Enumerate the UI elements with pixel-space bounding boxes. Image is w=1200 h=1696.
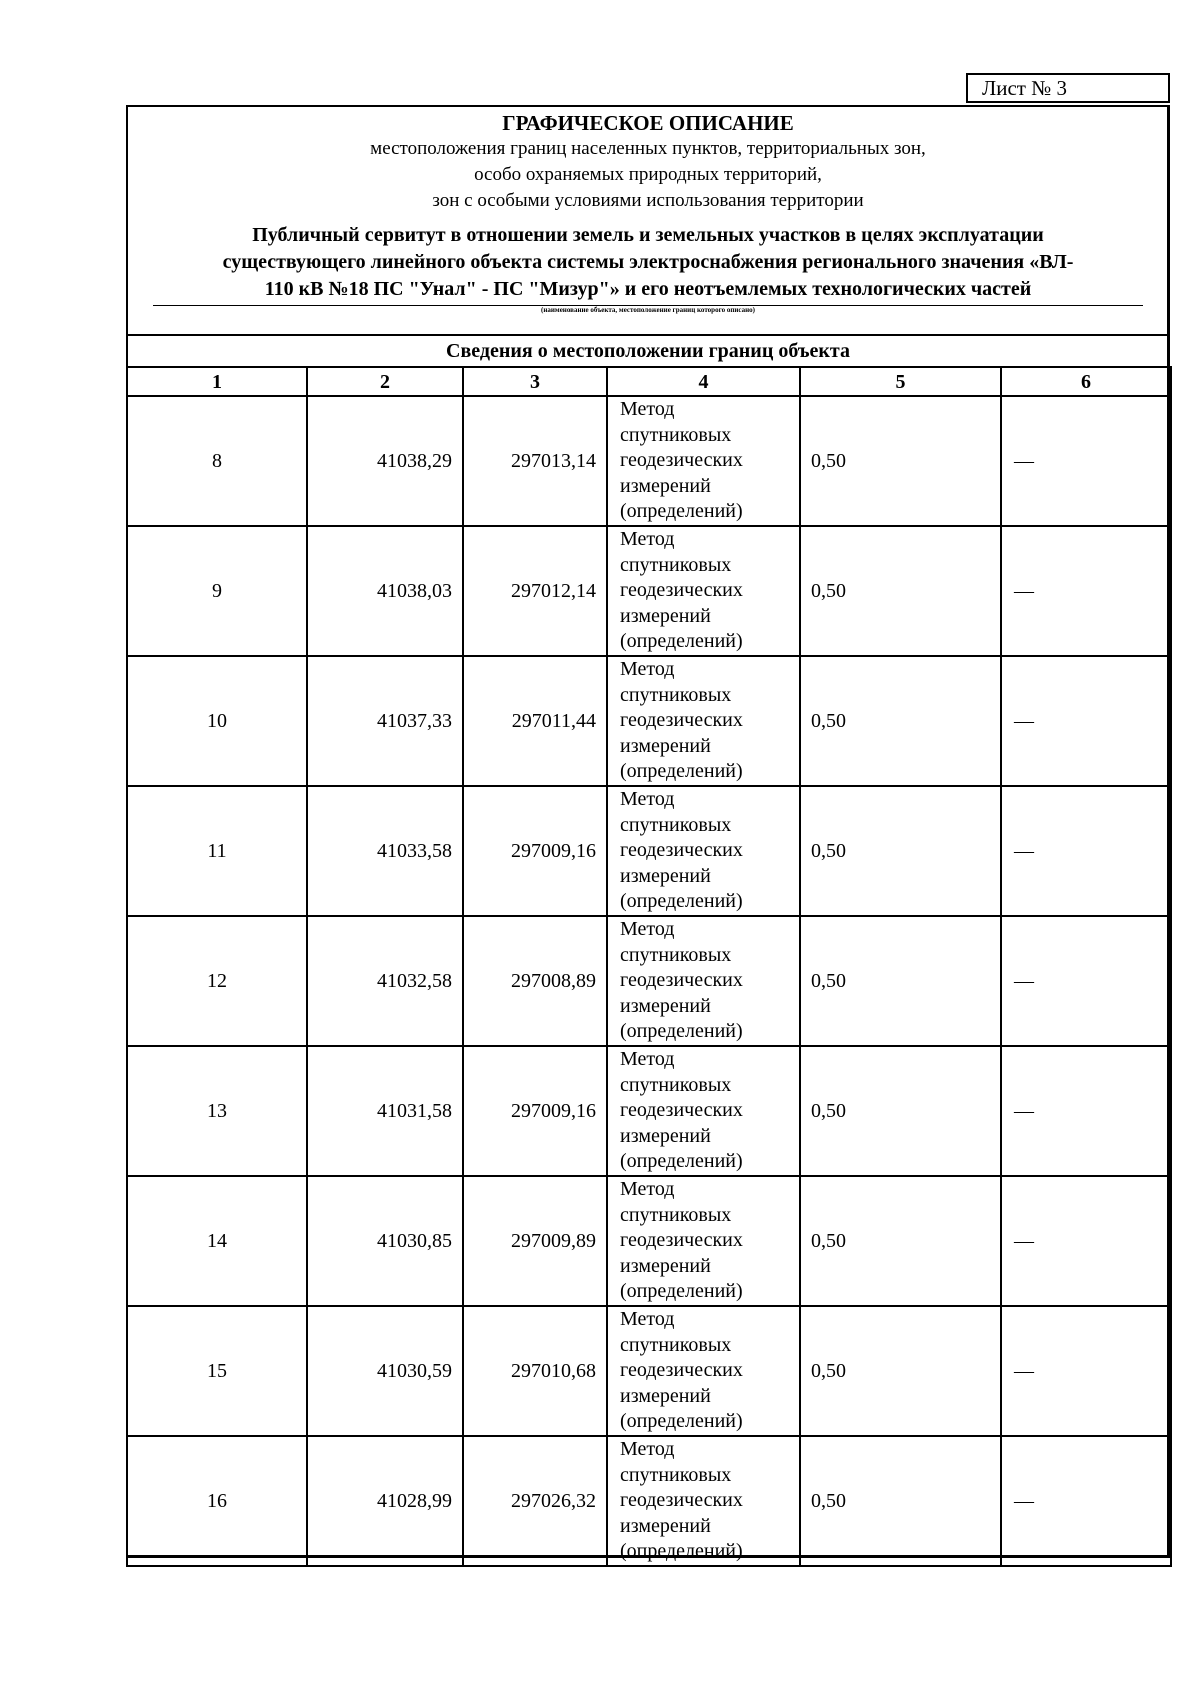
coord-y-cell: 297008,89 xyxy=(463,916,607,1046)
coord-y-cell: 297009,16 xyxy=(463,1046,607,1176)
method-line: спутниковых xyxy=(620,943,732,966)
method-line: (определений) xyxy=(620,500,743,523)
method-line: Метод xyxy=(620,1178,675,1201)
method-line: спутниковых xyxy=(620,423,732,446)
method-line: измерений xyxy=(620,864,711,887)
description-cell: — xyxy=(1001,786,1171,916)
column-header: 5 xyxy=(800,367,1001,396)
coord-x-cell: 41038,03 xyxy=(307,526,463,656)
method-line: Метод xyxy=(620,788,675,811)
coord-x-cell: 41033,58 xyxy=(307,786,463,916)
accuracy-cell: 0,50 xyxy=(800,1046,1001,1176)
point-number-cell: 12 xyxy=(127,916,307,1046)
method-line: спутниковых xyxy=(620,1333,732,1356)
coord-y-cell: 297009,89 xyxy=(463,1176,607,1306)
subtitle-line-1: местоположения границ населенных пунктов, территориальных зон, xyxy=(370,138,926,159)
method-line: измерений xyxy=(620,994,711,1017)
method-line: (определений) xyxy=(620,1150,743,1173)
coord-x-cell: 41031,58 xyxy=(307,1046,463,1176)
table-row xyxy=(127,526,1171,656)
description-cell: — xyxy=(1001,656,1171,786)
method-line: измерений xyxy=(620,474,711,497)
description-cell: — xyxy=(1001,1306,1171,1436)
accuracy-cell: 0,50 xyxy=(800,1436,1001,1566)
point-number-cell: 13 xyxy=(127,1046,307,1176)
method-cell xyxy=(607,526,800,656)
method-line: спутниковых xyxy=(620,1463,732,1486)
object-name xyxy=(128,222,1168,303)
method-line: Метод xyxy=(620,658,675,681)
coord-x-cell: 41032,58 xyxy=(307,916,463,1046)
point-number-cell: 14 xyxy=(127,1176,307,1306)
method-line: Метод xyxy=(620,918,675,941)
method-cell xyxy=(607,1176,800,1306)
section-title: Сведения о местоположении границ объекта xyxy=(446,340,850,362)
method-cell xyxy=(607,786,800,916)
table-row xyxy=(127,1436,1171,1566)
column-header: 2 xyxy=(307,367,463,396)
coord-x-cell: 41030,85 xyxy=(307,1176,463,1306)
table-row xyxy=(127,1046,1171,1176)
method-line: геодезических xyxy=(620,1099,743,1122)
method-line: (определений) xyxy=(620,1410,743,1433)
object-name-caption: (наименование объекта, местоположение границ которого описано) xyxy=(541,306,755,314)
accuracy-cell: 0,50 xyxy=(800,916,1001,1046)
accuracy-cell: 0,50 xyxy=(800,1306,1001,1436)
method-line: спутниковых xyxy=(620,813,732,836)
coord-x-cell: 41037,33 xyxy=(307,656,463,786)
method-line: геодезических xyxy=(620,1489,743,1512)
table-row xyxy=(127,1176,1171,1306)
method-line: геодезических xyxy=(620,449,743,472)
method-line: измерений xyxy=(620,1254,711,1277)
coord-x-cell: 41030,59 xyxy=(307,1306,463,1436)
column-header: 3 xyxy=(463,367,607,396)
method-cell xyxy=(607,1306,800,1436)
point-number-cell: 16 xyxy=(127,1436,307,1566)
description-cell: — xyxy=(1001,1176,1171,1306)
coord-y-cell: 297010,68 xyxy=(463,1306,607,1436)
table-row xyxy=(127,786,1171,916)
method-line: измерений xyxy=(620,604,711,627)
description-cell: — xyxy=(1001,1436,1171,1566)
method-line: Метод xyxy=(620,398,675,421)
coord-y-cell: 297026,32 xyxy=(463,1436,607,1566)
table-header-row xyxy=(127,367,1171,396)
method-line: Метод xyxy=(620,1048,675,1071)
accuracy-cell: 0,50 xyxy=(800,656,1001,786)
method-cell xyxy=(607,1046,800,1176)
column-header: 6 xyxy=(1001,367,1171,396)
method-cell xyxy=(607,1436,800,1566)
subtitle-line-2: особо охраняемых природных территорий, xyxy=(474,164,822,185)
accuracy-cell: 0,50 xyxy=(800,786,1001,916)
method-line: измерений xyxy=(620,1124,711,1147)
point-number-cell: 8 xyxy=(127,396,307,526)
method-line: (определений) xyxy=(620,760,743,783)
coord-y-cell: 297013,14 xyxy=(463,396,607,526)
document-header xyxy=(128,107,1168,335)
method-line: (определений) xyxy=(620,630,743,653)
description-cell: — xyxy=(1001,396,1171,526)
coord-x-cell: 41028,99 xyxy=(307,1436,463,1566)
method-line: спутниковых xyxy=(620,1073,732,1096)
column-header: 4 xyxy=(607,367,800,396)
method-line: геодезических xyxy=(620,709,743,732)
method-line: геодезических xyxy=(620,1359,743,1382)
subtitle-line-3: зон с особыми условиями использования территории xyxy=(432,190,864,211)
document-title: ГРАФИЧЕСКОЕ ОПИСАНИЕ xyxy=(502,111,794,135)
coord-y-cell: 297011,44 xyxy=(463,656,607,786)
method-line: спутниковых xyxy=(620,683,732,706)
table-row xyxy=(127,396,1171,526)
coord-x-cell: 41038,29 xyxy=(307,396,463,526)
point-number-cell: 9 xyxy=(127,526,307,656)
point-number-cell: 10 xyxy=(127,656,307,786)
method-line: (определений) xyxy=(620,1020,743,1043)
coord-y-cell: 297009,16 xyxy=(463,786,607,916)
method-line: геодезических xyxy=(620,579,743,602)
boundary-table xyxy=(126,366,1172,1567)
method-line: измерений xyxy=(620,1384,711,1407)
table-row xyxy=(127,656,1171,786)
method-line: Метод xyxy=(620,1308,675,1331)
method-line: Метод xyxy=(620,1438,675,1461)
point-number-cell: 11 xyxy=(127,786,307,916)
accuracy-cell: 0,50 xyxy=(800,396,1001,526)
header-divider xyxy=(128,334,1168,336)
method-line: спутниковых xyxy=(620,1203,732,1226)
method-line: геодезических xyxy=(620,969,743,992)
method-cell xyxy=(607,396,800,526)
description-cell: — xyxy=(1001,1046,1171,1176)
accuracy-cell: 0,50 xyxy=(800,526,1001,656)
point-number-cell: 15 xyxy=(127,1306,307,1436)
method-line: (определений) xyxy=(620,1540,743,1563)
table-row xyxy=(127,1306,1171,1436)
object-line-1: Публичный сервитут в отношении земель и земельных участков в целях эксплуатации xyxy=(252,224,1044,246)
object-line-2: существующего линейного объекта системы электроснабжения регионального значения «ВЛ- xyxy=(222,251,1074,273)
method-cell xyxy=(607,656,800,786)
method-line: измерений xyxy=(620,734,711,757)
method-line: Метод xyxy=(620,528,675,551)
description-cell: — xyxy=(1001,526,1171,656)
coord-y-cell: 297012,14 xyxy=(463,526,607,656)
column-header: 1 xyxy=(127,367,307,396)
method-line: спутниковых xyxy=(620,553,732,576)
method-line: геодезических xyxy=(620,839,743,862)
method-line: (определений) xyxy=(620,1280,743,1303)
method-line: геодезических xyxy=(620,1229,743,1252)
method-line: (определений) xyxy=(620,890,743,913)
description-cell: — xyxy=(1001,916,1171,1046)
sheet-number: Лист № 3 xyxy=(966,73,1170,103)
object-line-3: 110 кВ №18 ПС "Унал" - ПС "Мизур"» и его неотъемлемых технологических частей xyxy=(264,278,1032,300)
accuracy-cell: 0,50 xyxy=(800,1176,1001,1306)
table-row xyxy=(127,916,1171,1046)
method-cell xyxy=(607,916,800,1046)
method-line: измерений xyxy=(620,1514,711,1537)
